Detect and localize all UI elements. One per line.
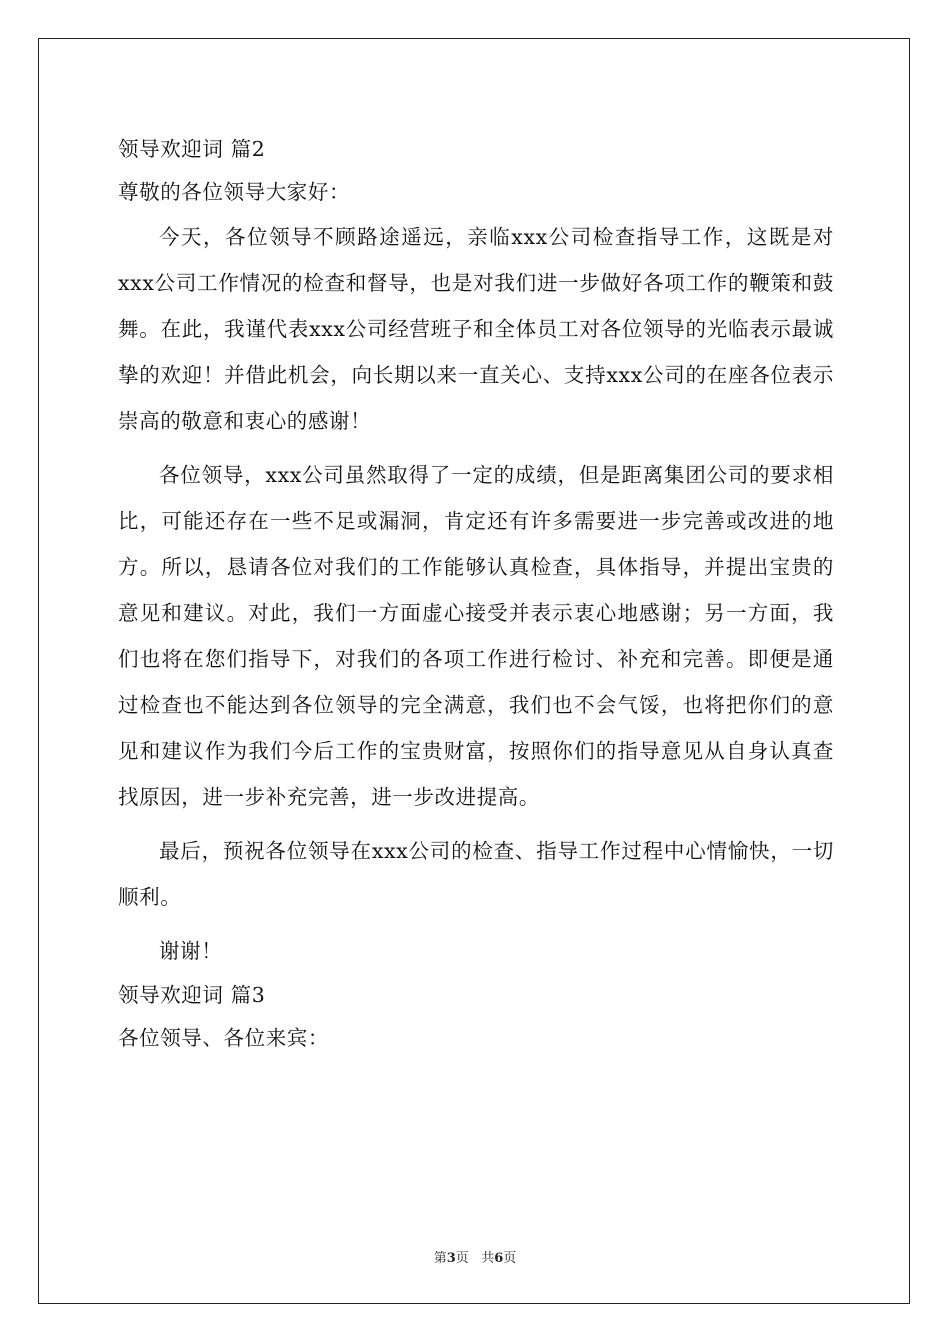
page-footer (0, 1247, 950, 1266)
section-heading-3: 领导欢迎词 篇3 (118, 983, 266, 1007)
salutation-2: 各位领导、各位来宾： (118, 1026, 329, 1050)
footer-total-pages: 6 (494, 1251, 504, 1266)
footer-prefix: 第 (433, 1251, 447, 1266)
salutation-1: 尊敬的各位领导大家好： (118, 180, 351, 204)
footer-total-prefix: 共 (481, 1251, 495, 1266)
paragraph-2: 各位领导，xxx公司虽然取得了一定的成绩，但是距离集团公司的要求相比，可能还存在一些不足或漏洞，肯定还有许多需要进一步完善或改进的地方。所以，恳请各位对我们的工作能够认真检查，具体指导，并提出宝贵的意见和建议。对此，我们一方面虚心接受并表示衷心地感谢；另一方面，我们也将在您们指导下，对我们的各项工作进行检讨、补充和完善。即便是通过检查也不能达到各位领导的完全满意，我们也不会气馁，也将把你们的意见和建议作为我们今后工作的宝贵财富，按照你们的指导意见从自身认真查找原因，进一步补充完善，进一步改进提高。 (118, 463, 834, 809)
paragraph-3: 最后，预祝各位领导在xxx公司的检查、指导工作过程中心情愉快，一切顺利。 (118, 839, 834, 909)
footer-page-number: 3 (446, 1251, 456, 1266)
footer-page-suffix: 页 (455, 1251, 469, 1266)
footer-total-suffix: 页 (503, 1251, 517, 1266)
paragraph-4: 谢谢！ (159, 939, 223, 963)
document-body (118, 128, 834, 1060)
section-heading-2: 领导欢迎词 篇2 (118, 137, 266, 161)
paragraph-1: 今天，各位领导不顾路途遥远，亲临xxx公司检查指导工作，这既是对xxx公司工作情况的检查和督导，也是对我们进一步做好各项工作的鞭策和鼓舞。在此，我谨代表xxx公司经营班子和全体员工对各位领导的光临表示最诚挚的欢迎！并借此机会，向长期以来一直关心、支持xxx公司的在座各位表示崇高的敬意和衷心的感谢！ (118, 225, 834, 433)
